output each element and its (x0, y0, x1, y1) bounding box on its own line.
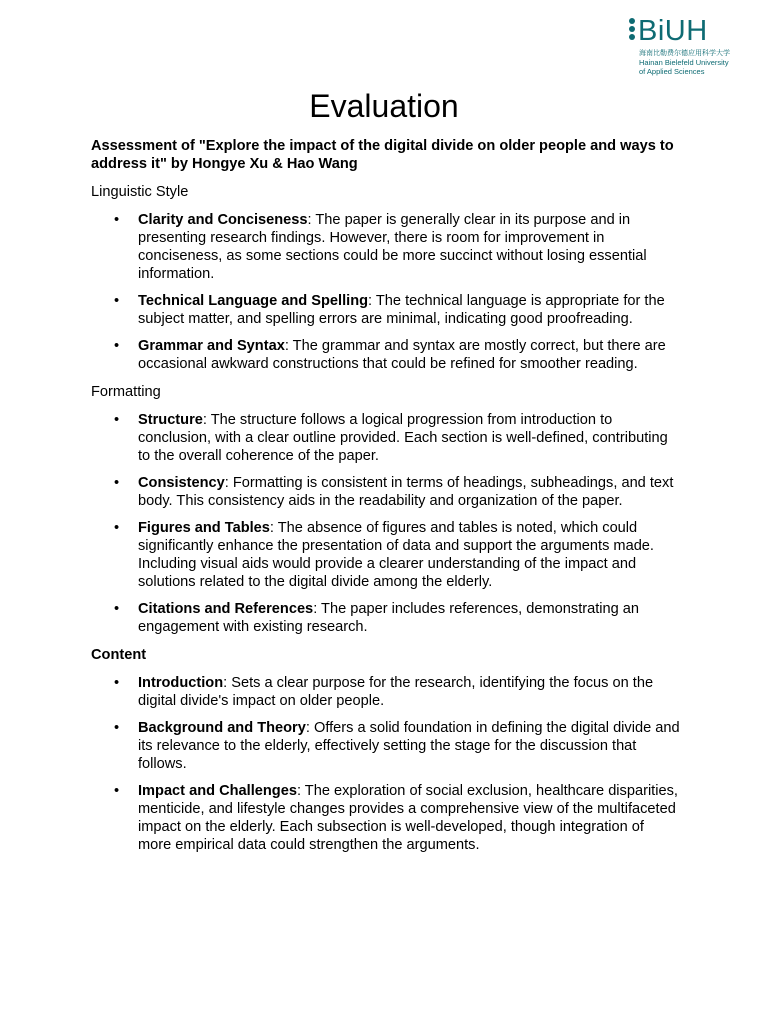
list-item (91, 411, 681, 465)
list-item (91, 211, 681, 283)
item-term: Background and Theory (138, 720, 306, 736)
item-text: : The grammar and syntax are mostly correct, but there are occasional awkward constructions that could be refined for smoother reading. (138, 338, 666, 372)
item-term: Introduction (138, 675, 224, 691)
item-text: : The technical language is appropriate for the subject matter, and spelling errors are minimal, indicating good proofreading. (138, 293, 665, 327)
item-term: Grammar and Syntax (138, 338, 285, 354)
section-heading-content: Content (91, 647, 147, 663)
assessment-heading: Assessment of "Explore the impact of the digital divide on older people and ways to address it" by Hongye Xu & Hao Wang (91, 138, 674, 172)
content-list (91, 674, 681, 854)
list-item (91, 674, 681, 710)
list-item (91, 337, 681, 373)
bullet-icon: • (114, 293, 120, 309)
item-term: Technical Language and Spelling (138, 293, 369, 309)
bullet-icon: • (114, 601, 120, 617)
item-text: : The absence of figures and tables is noted, which could significantly enhance the presentation of data and support the arguments made. Including visual aids would provide a clearer understanding of the impact and solutions related to the digital divide among the elderly. (138, 520, 654, 590)
bullet-icon: • (114, 212, 120, 228)
bullet-icon: • (114, 412, 120, 428)
university-logo (626, 16, 756, 80)
list-item (91, 519, 681, 591)
bullet-icon: • (114, 675, 120, 691)
item-text: : Offers a solid foundation in defining the digital divide and its relevance to the elderly, effectively setting the stage for the discussion that follows. (138, 720, 680, 772)
bullet-icon: • (114, 520, 120, 536)
page-title: Evaluation (309, 88, 459, 124)
logo-english-name (639, 58, 729, 76)
item-term: Citations and References (138, 601, 314, 617)
item-term: Consistency (138, 475, 225, 491)
list-item (91, 782, 681, 854)
item-term: Figures and Tables (138, 520, 270, 536)
section-heading-formatting: Formatting (91, 384, 161, 400)
list-item (91, 719, 681, 773)
bullet-icon: • (114, 783, 120, 799)
formatting-list (91, 411, 681, 636)
bullet-icon: • (114, 338, 120, 354)
logo-english-line2: of Applied Sciences (639, 67, 705, 76)
list-item (91, 292, 681, 328)
item-text: : The paper is generally clear in its purpose and in presenting research findings. However, there is room for improvement in conciseness, as some sections could be more succinct without losing essential information. (138, 212, 647, 282)
logo-chinese-name: 海南比勒费尔德应用科学大学 (639, 49, 730, 57)
item-term: Structure (138, 412, 203, 428)
document-body (91, 137, 681, 864)
list-item (91, 474, 681, 510)
section-heading-linguistic-style: Linguistic Style (91, 184, 189, 200)
item-text: : Formatting is consistent in terms of headings, subheadings, and text body. This consistency aids in the readability and organization of the paper. (138, 475, 674, 509)
list-item (91, 600, 681, 636)
item-text: : The structure follows a logical progression from introduction to conclusion, with a clear outline provided. Each section is well-defined, contributing to the overall coherence of the paper. (138, 412, 668, 464)
item-text: : The paper includes references, demonstrating an engagement with existing research. (138, 601, 640, 635)
item-text: : The exploration of social exclusion, healthcare disparities, menticide, and lifestyle changes provides a comprehensive view of the multifaceted impact on the elderly. Each subsection is well-developed, though integration of more empirical data could strengthen the arguments. (138, 783, 678, 853)
item-term: Clarity and Conciseness (138, 212, 308, 228)
bullet-icon: • (114, 475, 120, 491)
item-text: : Sets a clear purpose for the research, identifying the focus on the digital divide's impact on older people. (138, 675, 654, 709)
bullet-icon: • (114, 720, 120, 736)
item-term: Impact and Challenges (138, 783, 297, 799)
logo-wordmark: BiUH (638, 15, 708, 47)
logo-english-line1: Hainan Bielefeld University (639, 58, 729, 67)
linguistic-style-list (91, 211, 681, 373)
